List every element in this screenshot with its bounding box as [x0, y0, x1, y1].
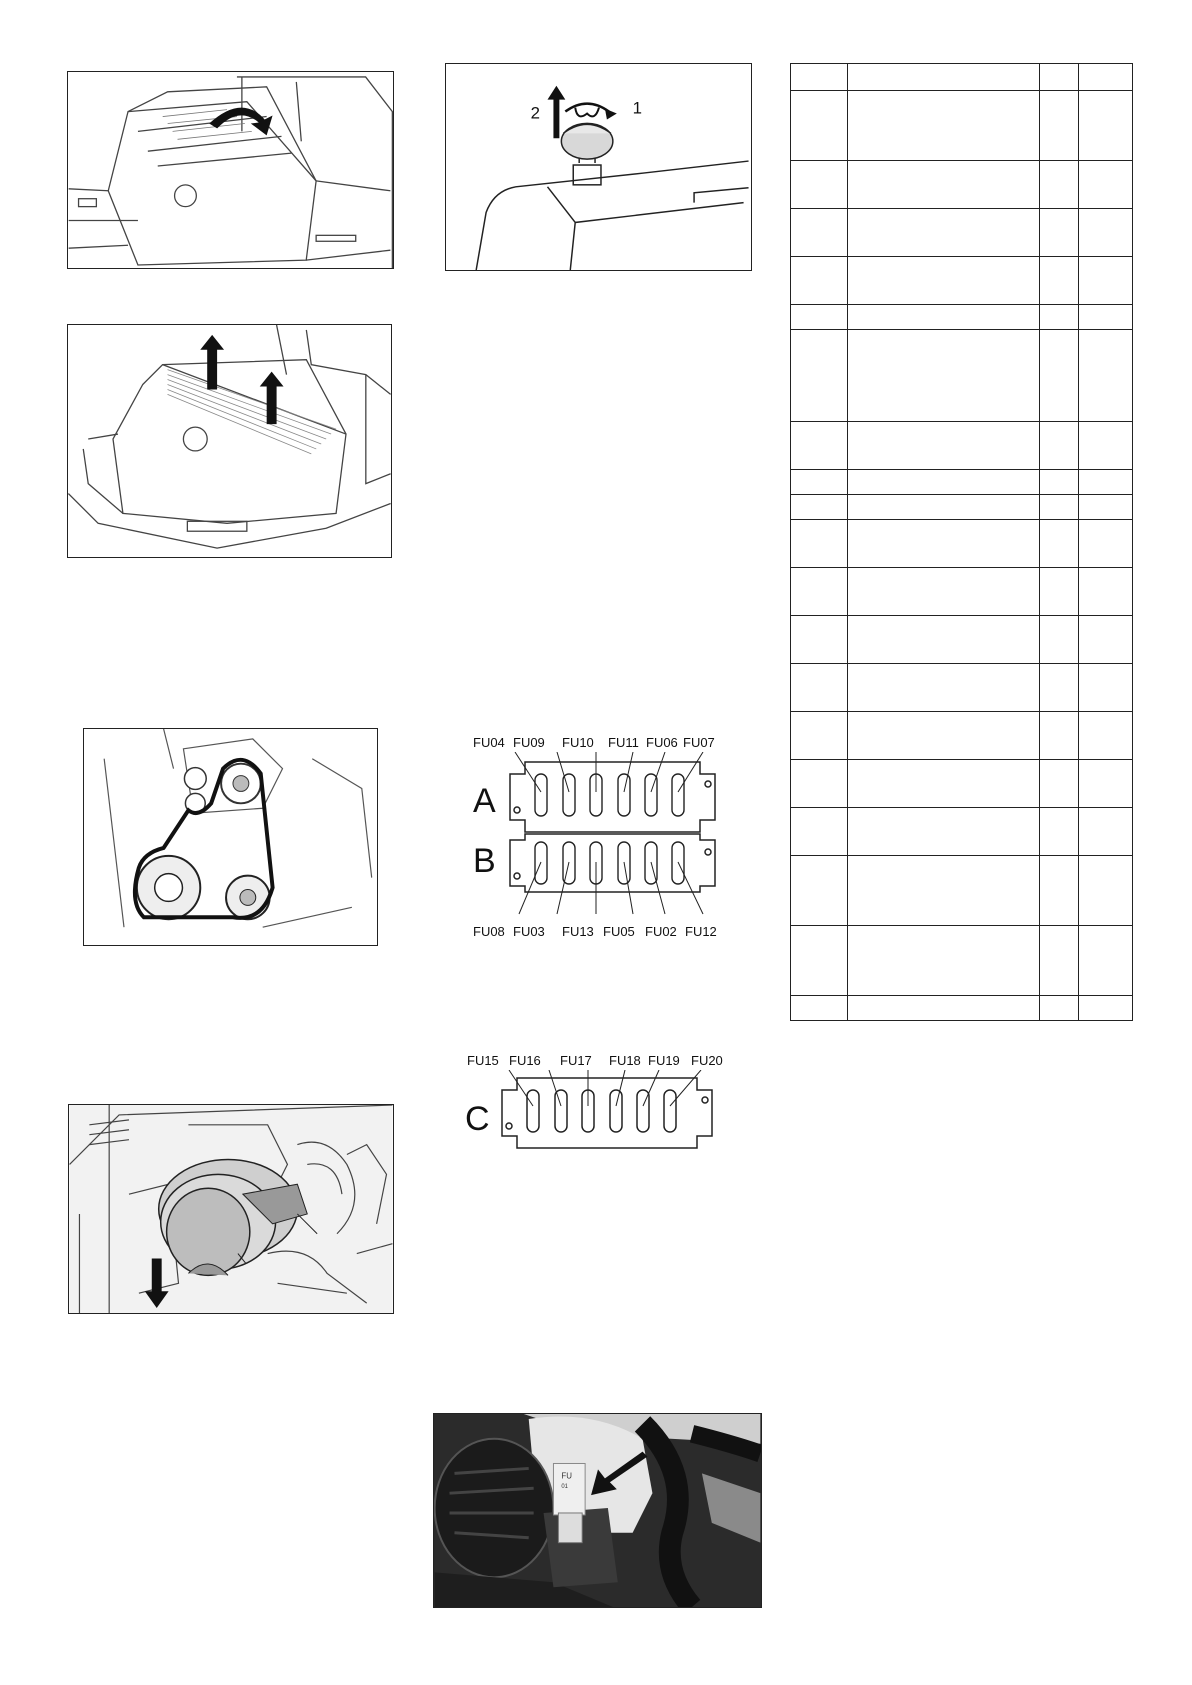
table-row: [791, 422, 1133, 470]
table-cell: [791, 209, 848, 257]
table-cell: [791, 808, 848, 856]
table-cell: [791, 64, 848, 91]
table-cell: [1040, 996, 1078, 1021]
fuse-label: FU20: [691, 1053, 723, 1068]
table-cell: [791, 422, 848, 470]
fuse-tag-line1: FU: [561, 1471, 572, 1481]
table-row: [791, 616, 1133, 664]
fuse-label: FU13: [562, 924, 594, 939]
fuse-label: FU05: [603, 924, 635, 939]
table-cell: [848, 856, 1040, 926]
table-row: [791, 209, 1133, 257]
fuse-label: FU08: [473, 924, 505, 939]
table-cell: [848, 495, 1040, 520]
table-cell: [1078, 330, 1132, 422]
table-cell: [848, 568, 1040, 616]
table-cell: [1078, 161, 1132, 209]
fuse-label: FU12: [685, 924, 717, 939]
machine-illustration: [68, 72, 393, 268]
table-cell: [1078, 64, 1132, 91]
table-row: [791, 568, 1133, 616]
table-cell: [1040, 926, 1078, 996]
up-arrow-icon: [260, 372, 284, 425]
fuse-label: FU03: [513, 924, 545, 939]
table-row: [791, 495, 1133, 520]
table-cell: [791, 712, 848, 760]
table-row: [791, 996, 1133, 1021]
table-row: [791, 470, 1133, 495]
fuse-label: FU10: [562, 735, 594, 750]
table-row: [791, 664, 1133, 712]
table-cell: [1078, 664, 1132, 712]
fuse-box-c-drawing: [497, 1070, 717, 1150]
table-cell: [1078, 305, 1132, 330]
table-cell: [1078, 760, 1132, 808]
fuse-label: FU15: [467, 1053, 499, 1068]
table-cell: [1040, 712, 1078, 760]
table-cell: [848, 330, 1040, 422]
fuse-label: FU18: [609, 1053, 641, 1068]
table-cell: [1040, 422, 1078, 470]
fuse-photo-illustration: [434, 1414, 761, 1607]
table-cell: [848, 422, 1040, 470]
figure-cap-removal: [445, 63, 752, 271]
fuse-label: FU19: [648, 1053, 680, 1068]
table-cell: [848, 664, 1040, 712]
figure-fuse-photo: [433, 1413, 762, 1608]
rotate-arrow-icon: [605, 109, 617, 120]
table-row: [791, 257, 1133, 305]
table-cell: [1078, 856, 1132, 926]
table-cell: [1040, 470, 1078, 495]
table-cell: [1040, 568, 1078, 616]
fuse-label: FU02: [645, 924, 677, 939]
table-row: [791, 520, 1133, 568]
table-cell: [848, 64, 1040, 91]
table-cell: [791, 520, 848, 568]
table-cell: [1078, 808, 1132, 856]
table-cell: [1078, 257, 1132, 305]
table-cell: [791, 91, 848, 161]
table-cell: [1040, 305, 1078, 330]
table-cell: [791, 856, 848, 926]
air-filter-illustration: [69, 1105, 393, 1313]
table-cell: [1078, 926, 1132, 996]
table-cell: [791, 161, 848, 209]
fuse-label: FU09: [513, 735, 545, 750]
step-lift-number: 2: [530, 103, 541, 123]
table-cell: [791, 664, 848, 712]
table-row: [791, 926, 1133, 996]
curved-arrow-icon: [209, 108, 272, 136]
table-cell: [848, 257, 1040, 305]
table-cell: [1040, 64, 1078, 91]
fuse-box-ab-drawing: [505, 752, 720, 922]
fuse-label: FU11: [608, 735, 639, 750]
table-cell: [848, 520, 1040, 568]
table-row: [791, 760, 1133, 808]
table-cell: [1040, 161, 1078, 209]
table-row: [791, 64, 1133, 91]
fuse-label: FU07: [683, 735, 715, 750]
table-row: [791, 856, 1133, 926]
table-cell: [1078, 520, 1132, 568]
table-cell: [1040, 616, 1078, 664]
table-row: [791, 808, 1133, 856]
fuse-label: FU06: [646, 735, 678, 750]
table-cell: [1078, 470, 1132, 495]
table-cell: [1078, 712, 1132, 760]
table-cell: [791, 257, 848, 305]
table-cell: [848, 926, 1040, 996]
table-cell: [1078, 91, 1132, 161]
fuse-row-letter-b: B: [473, 842, 496, 880]
table-cell: [1040, 330, 1078, 422]
table-cell: [1040, 209, 1078, 257]
table-cell: [1078, 422, 1132, 470]
figure-air-filter: [68, 1104, 394, 1314]
table-row: [791, 91, 1133, 161]
table-cell: [848, 712, 1040, 760]
table-row: [791, 161, 1133, 209]
table-cell: [1040, 808, 1078, 856]
table-cell: [791, 568, 848, 616]
table-cell: [848, 760, 1040, 808]
table-cell: [1040, 91, 1078, 161]
table-cell: [791, 470, 848, 495]
table-cell: [1040, 520, 1078, 568]
table-cell: [848, 91, 1040, 161]
table-cell: [791, 760, 848, 808]
belt-illustration: [84, 729, 377, 945]
table-cell: [848, 161, 1040, 209]
table-cell: [848, 470, 1040, 495]
table-cell: [1040, 257, 1078, 305]
table-cell: [1078, 209, 1132, 257]
table-cell: [1040, 856, 1078, 926]
table-cell: [791, 305, 848, 330]
fuse-label: FU17: [560, 1053, 592, 1068]
table-row: [791, 305, 1133, 330]
table-cell: [791, 616, 848, 664]
table-cell: [1040, 664, 1078, 712]
fuse-label: FU16: [509, 1053, 541, 1068]
table-cell: [1078, 996, 1132, 1021]
table-cell: [1078, 616, 1132, 664]
fuse-row-letter-c: C: [465, 1100, 490, 1138]
table-cell: [848, 808, 1040, 856]
table-cell: [848, 996, 1040, 1021]
table-cell: [791, 495, 848, 520]
fuse-tag-line2: 01: [561, 1484, 568, 1491]
table-row: [791, 330, 1133, 422]
step-rotate-number: 1: [632, 98, 643, 118]
figure-filter-lift: [67, 324, 392, 558]
table-cell: [1078, 495, 1132, 520]
table-cell: [1040, 495, 1078, 520]
figure-belt-drive: [83, 728, 378, 946]
table-cell: [848, 616, 1040, 664]
table-cell: [848, 209, 1040, 257]
table-cell: [848, 305, 1040, 330]
spec-table: [790, 63, 1133, 1021]
table-cell: [791, 996, 848, 1021]
cap-illustration: [446, 64, 751, 270]
lift-arrow-icon: [547, 86, 565, 138]
filter-illustration: [68, 325, 391, 557]
table-cell: [1078, 568, 1132, 616]
table-cell: [791, 330, 848, 422]
table-row: [791, 712, 1133, 760]
lift-arrows: [200, 335, 283, 424]
table-cell: [791, 926, 848, 996]
fuse-label: FU04: [473, 735, 505, 750]
figure-cover-open: [67, 71, 394, 269]
fuse-row-letter-a: A: [473, 782, 496, 820]
table-cell: [1040, 760, 1078, 808]
